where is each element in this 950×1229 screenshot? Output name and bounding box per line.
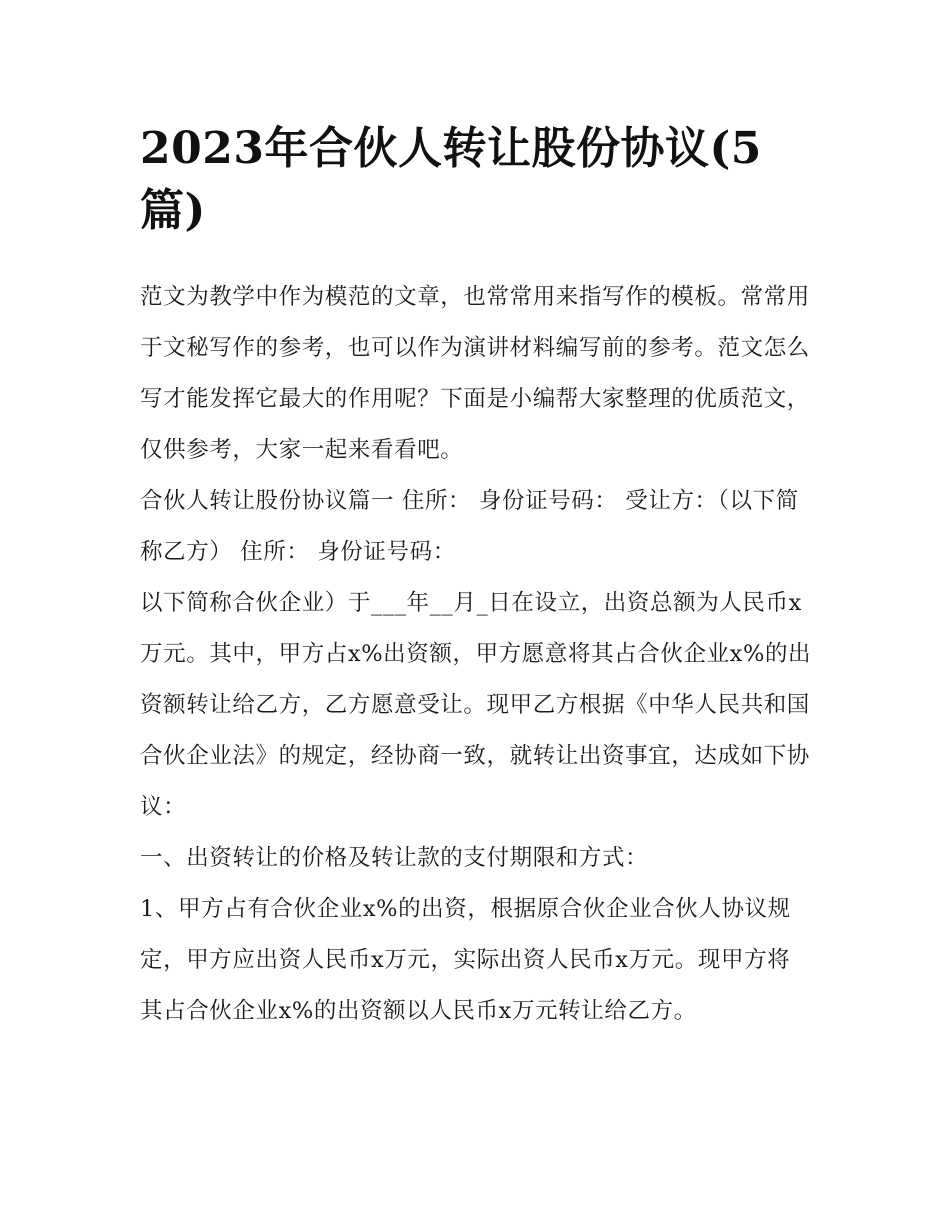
document-title: 2023年合伙人转让股份协议(5篇)	[140, 123, 762, 236]
paragraph-section-heading: 一、出资转让的价格及转让款的支付期限和方式：	[140, 845, 649, 871]
document-content	[140, 118, 812, 1037]
paragraph-clause-1: 1、甲方占有合伙企业x%的出资，根据原合伙企业合伙人协议规定，甲方应出资人民币x万元，实际出资人民币x万元。现甲方将其占合伙企业x%的出资额以人民币x万元转让给乙方。	[140, 896, 791, 1024]
paragraph-intro: 范文为教学中作为模范的文章，也常常用来指写作的模板。常常用于文秘写作的参考，也可以作为演讲材料编写前的参考。范文怎么写才能发挥它最大的作用呢？下面是小编帮大家整理的优质范文，仅供参考，大家一起来看看吧。	[140, 284, 810, 463]
document-body	[140, 272, 812, 1037]
paragraph-parties: 合伙人转让股份协议篇一 住所： 身份证号码： 受让方：（以下简称乙方） 住所： 身份证号码：	[140, 488, 799, 565]
paragraph-background: 以下简称合伙企业）于___年__月_日在设立，出资总额为人民币x万元。其中，甲方占x%出资额，甲方愿意将其占合伙企业x%的出资额转让给乙方，乙方愿意受让。现甲乙方根据《中华人民共和国合伙企业法》的规定，经协商一致，就转让出资事宜，达成如下协议：	[140, 590, 812, 820]
